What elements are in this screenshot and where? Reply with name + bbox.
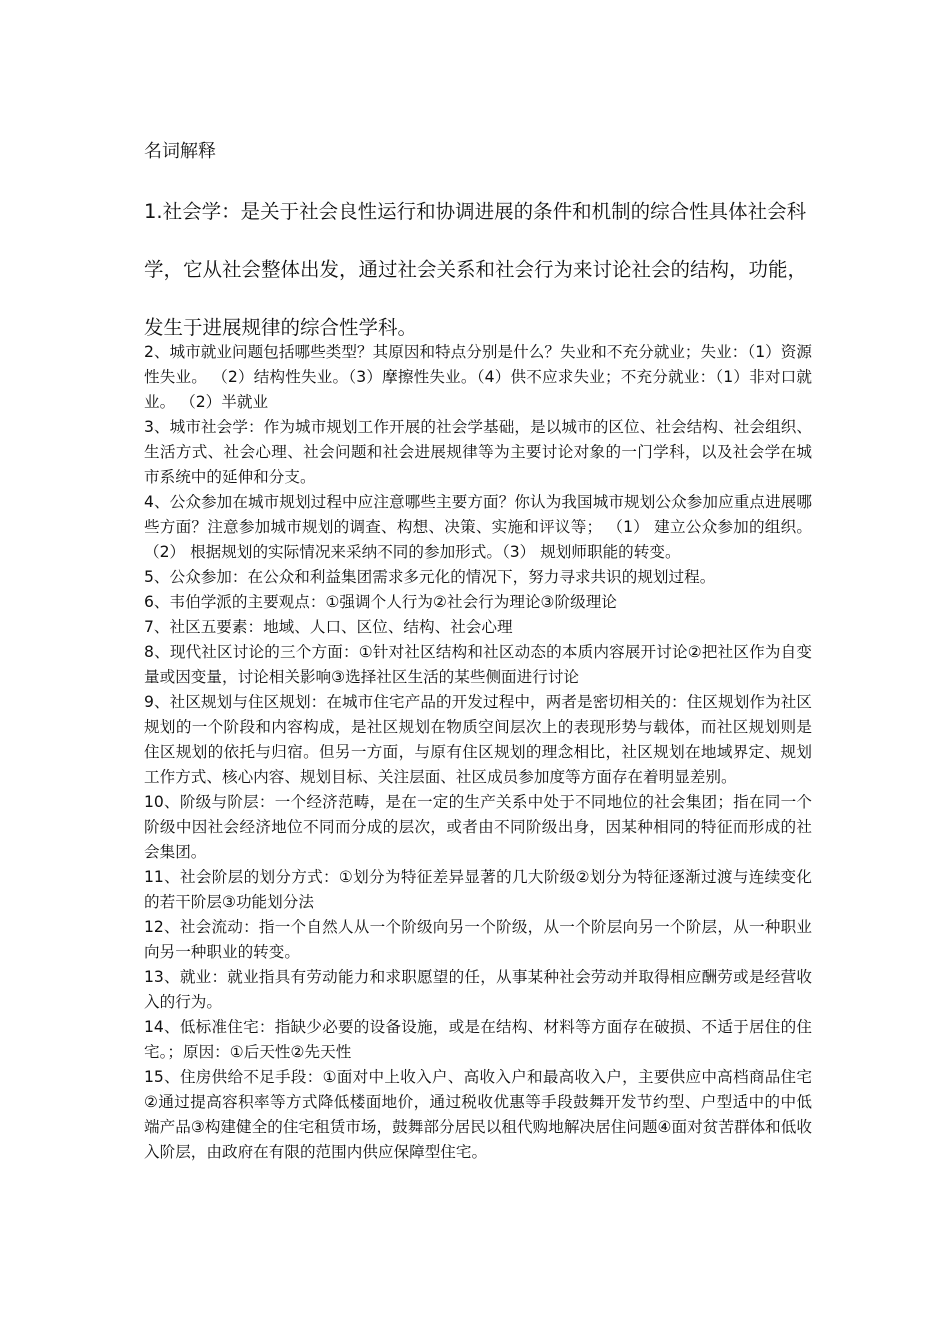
term-item: 10、阶级与阶层：一个经济范畴，是在一定的生产关系中处于不同地位的社会集团；指在同一个阶级中因社会经济地位不同而分成的层次，或者由不同阶级出身，因某种相同的特征而形成的社会集团。 <box>144 793 812 861</box>
term-item: 5、公众参加：在公众和利益集团需求多元化的情况下，努力寻求共识的规划过程。 <box>144 568 716 586</box>
intro-line: 学，它从社会整体出发，通过社会关系和社会行为来讨论社会的结构，功能， <box>144 258 808 281</box>
term-item: 3、城市社会学：作为城市规划工作开展的社会学基础，是以城市的区位、社会结构、社会组织、生活方式、社会心理、社会问题和社会进展规律等为主要讨论对象的一门学科，以及社会学在城市系统中的延伸和分支。 <box>144 418 812 486</box>
term-item: 14、低标准住宅：指缺少必要的设备设施，或是在结构、材料等方面存在破损、不适于居住的住宅。；原因：①后天性②先天性 <box>144 1018 812 1061</box>
term-item: 9、社区规划与住区规划：在城市住宅产品的开发过程中，两者是密切相关的：住区规划作为社区规划的一个阶段和内容构成，是社区规划在物质空间层次上的表现形势与载体，而社区规划则是住区规划的依托与归宿。但另一方面，与原有住区规划的理念相比，社区规划在地域界定、规划工作方式、核心内容、规划目标、关注层面、社区成员参加度等方面存在着明显差别。 <box>144 693 812 786</box>
term-item: 11、社会阶层的划分方式：①划分为特征差异显著的几大阶级②划分为特征逐渐过渡与连续变化的若干阶层③功能划分法 <box>144 868 812 911</box>
term-item: 7、社区五要素：地域、人口、区位、结构、社会心理 <box>144 618 513 636</box>
term-item: 6、韦伯学派的主要观点：①强调个人行为②社会行为理论③阶级理论 <box>144 593 617 611</box>
term-item: 12、社会流动：指一个自然人从一个阶级向另一个阶级，从一个阶层向另一个阶层，从一种职业向另一种职业的转变。 <box>144 918 812 961</box>
term-item: 2、城市就业问题包括哪些类型？其原因和特点分别是什么？失业和不充分就业；失业：（1）资源性失业。 （2）结构性失业。（3）摩擦性失业。（4）供不应求失业；不充分就业：（1）非对口就业。 （2）半就业 <box>144 343 812 411</box>
intro-line: 发生于进展规律的综合性学科。 <box>144 316 418 339</box>
term-item: 13、就业：就业指具有劳动能力和求职愿望的任，从事某种社会劳动并取得相应酬劳或是经营收入的行为。 <box>144 968 812 1011</box>
term-list <box>144 340 812 1165</box>
page-heading: 名词解释 <box>144 141 216 162</box>
term-item: 4、公众参加在城市规划过程中应注意哪些主要方面？你认为我国城市规划公众参加应重点进展哪些方面？注意参加城市规划的调查、构想、决策、实施和评议等； （1） 建立公众参加的组织。（2） 根据规划的实际情况来采纳不同的参加形式。（3） 规划师职能的转变。 <box>144 493 812 561</box>
term-item: 8、现代社区讨论的三个方面：①针对社区结构和社区动态的本质内容展开讨论②把社区作为自变量或因变量，讨论相关影响③选择社区生活的某些侧面进行讨论 <box>144 643 812 686</box>
intro-line: 1.社会学：是关于社会良性运行和协调进展的条件和机制的综合性具体社会科 <box>144 200 807 223</box>
term-item: 15、住房供给不足手段：①面对中上收入户、高收入户和最高收入户，主要供应中高档商品住宅②通过提高容积率等方式降低楼面地价，通过税收优惠等手段鼓舞开发节约型、户型适中的中低端产品③构建健全的住宅租赁市场，鼓舞部分居民以租代购地解决居住问题④面对贫苦群体和低收入阶层，由政府在有限的范围内供应保障型住宅。 <box>144 1068 812 1161</box>
